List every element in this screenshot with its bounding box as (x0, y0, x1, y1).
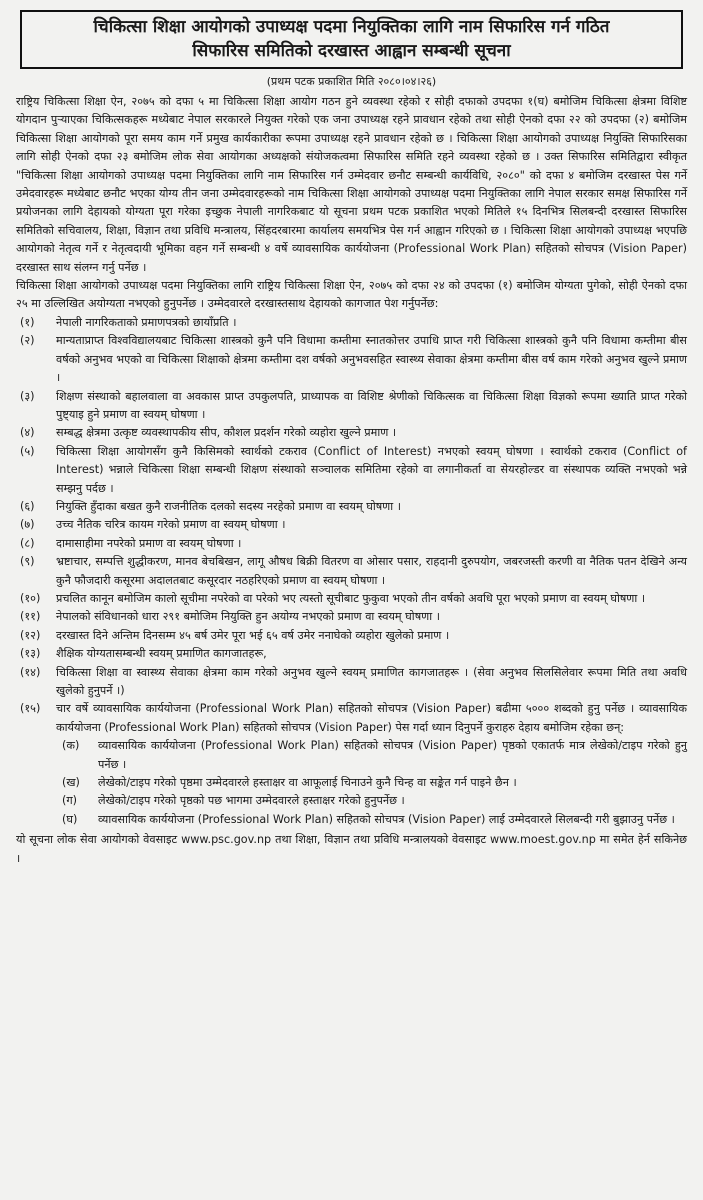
sub-list-item (56, 792, 687, 810)
sub-list-item-number: (ग) (62, 794, 78, 808)
list-item-text: चिकित्सा शिक्षा वा स्वास्थ्य सेवाका क्षेत्रमा काम गरेको अनुभव खुल्ने स्वयम् प्रमाणित कागजातहरू । (सेवा अनुभव सिलसिलेवार रूपमा मिति तथा अवधि खुलेको हुनुपर्ने ।) (56, 665, 687, 697)
list-item (16, 608, 687, 626)
list-item (16, 388, 687, 425)
list-item-number: (६) (20, 499, 35, 513)
list-item-number: (९) (20, 555, 35, 569)
list-item-text: प्रचलित कानून बमोजिम कालो सूचीमा नपरेको वा परेको भए त्यस्तो सूचीबाट फुकुवा भएको तीन वर्षको अवधि पूरा भएको प्रमाण वा स्वयम् घोषणा । (56, 591, 646, 605)
sub-list-item-number: (घ) (62, 812, 78, 826)
list-item-text: मान्यताप्राप्त विश्वविद्यालयबाट चिकित्सा शास्त्रको कुनै पनि विधामा कम्तीमा स्नातकोत्तर उपाधि प्राप्त गरी चिकित्सा शास्त्रको कुनै पनि विधामा कम्तीमा बीस वर्षको अनुभव भएको वा चिकित्सा शिक्षाको क्षेत्रमा कम्तीमा दश वर्षको अनुभवसहित स्वास्थ्य सेवाका क्षेत्रमा कम्तीमा बीस वर्ष काम गरेको अनुभव खुल्ने प्रमाण । (56, 334, 687, 385)
list-item-number: (८) (20, 536, 35, 550)
list-item (16, 424, 687, 442)
list-item-number: (१२) (20, 628, 41, 642)
list-item-number: (३) (20, 389, 35, 403)
list-item (16, 700, 687, 829)
list-item-number: (७) (20, 518, 35, 532)
sub-list-item-text: व्यावसायिक कार्ययोजना (Professional Work Plan) सहितको सोचपत्र (Vision Paper) पृष्ठको एकातर्फ मात्र लेखेको/टाइप गरेको हुनु पर्नेछ । (98, 739, 687, 771)
list-item (16, 553, 687, 590)
list-item-text: नियुक्ति हुँदाका बखत कुनै राजनीतिक दलको सदस्य नरहेको प्रमाण वा स्वयम् घोषणा । (56, 499, 401, 513)
list-item (16, 627, 687, 645)
list-item-text: दामासाहीमा नपरेको प्रमाण वा स्वयम् घोषणा । (56, 536, 242, 550)
sub-list-item (56, 737, 687, 774)
list-item (16, 498, 687, 516)
list-item (16, 535, 687, 553)
list-item-text: शिक्षण संस्थाको बहालवाला वा अवकास प्राप्त उपकुलपति, प्राध्यापक वा विशिष्ट श्रेणीको चिकित्सक वा चिकित्सा शिक्षा विज्ञको रूपमा ख्याति प्राप्त गरेको पुष्ट्याइ हुने प्रमाण वा स्वयम् घोषणा । (56, 389, 687, 421)
list-item-number: (१५) (20, 702, 41, 716)
list-item-number: (१४) (20, 665, 41, 679)
sub-list-item (56, 811, 687, 829)
list-item-text: उच्च नैतिक चरित्र कायम गरेको प्रमाण वा स्वयम् घोषणा । (56, 518, 286, 532)
list-item-text: भ्रष्टाचार, सम्पत्ति शुद्धीकरण, मानव बेचबिखन, लागू औषध बिक्री वितरण वा ओसार पसार, राहदानी दुरुपयोग, जबरजस्ती करणी वा नैतिक पतन देखिने अन्य कुनै फौजदारी कसूरमा अदालतबाट कसूरदार नठहरिएको प्रमाण वा स्वयम् घोषणा । (56, 555, 687, 587)
list-item-text: दरखास्त दिने अन्तिम दिनसम्म ४५ बर्ष उमेर पूरा भई ६५ वर्ष उमेर ननाघेको व्यहोरा खुलेको प्रमाण । (56, 628, 450, 642)
footer-note: यो सूचना लोक सेवा आयोगको वेवसाइट www.psc.gov.np तथा शिक्षा, विज्ञान तथा प्रविधि मन्त्रालयको वेवसाइट www.moest.gov.np मा समेत हेर्न सकिनेछ । (16, 833, 687, 865)
published-date: (प्रथम पटक प्रकाशित मिति २०८०।०४।२६) (266, 75, 437, 88)
list-item (16, 314, 687, 332)
list-item (16, 664, 687, 701)
list-item (16, 332, 687, 387)
list-item-number: (१) (20, 315, 35, 329)
list-item (16, 645, 687, 663)
list-item-text: सम्बद्ध क्षेत्रमा उत्कृष्ट व्यवस्थापकीय सीप, कौशल प्रदर्शन गरेको व्यहोरा खुल्ने प्रमाण । (56, 426, 397, 440)
list-item-body (56, 700, 687, 829)
list-item (16, 516, 687, 534)
document-requirements-list (16, 314, 687, 829)
sub-list-item (56, 774, 687, 792)
eligibility-paragraph: चिकित्सा शिक्षा आयोगको उपाध्यक्ष पदमा नियुक्तिका लागि राष्ट्रिय चिकित्सा शिक्षा ऐन, २०७५ को दफा २४ को उपदफा (१) बमोजिम योग्यता पुगेको, सोही ऐनको दफा २५ मा उल्लिखित अयोग्यता नभएको हुनुपर्नेछ । उम्मेदवारले दरखास्तसाथ देहायको कागजात पेश गर्नुपर्नेछ: (16, 279, 687, 311)
list-item-number: (५) (20, 444, 35, 458)
list-item (16, 590, 687, 608)
sub-list-item-number: (क) (62, 739, 80, 753)
list-item-text: चिकित्सा शिक्षा आयोगसँग कुनै किसिमको स्वार्थको टकराव (Conflict of Interest) नभएको स्वयम् घोषणा । स्वार्थको टकराव (Conflict of Interest) भन्नाले चिकित्सा शिक्षा सम्बन्धी शिक्षण संस्थाको सञ्चालक समितिमा रहेको वा लगानीकर्ता वा सेयरहोल्डर वा संस्थापक व्यक्ति नभएको भन्ने सम्झनु पर्दछ । (56, 444, 687, 495)
list-item-text: शैक्षिक योग्यतासम्बन्धी स्वयम् प्रमाणित कागजातहरू, (56, 647, 267, 661)
notice-title-line-2: सिफारिस समितिको दरखास्त आह्वान सम्बन्धी सूचना (192, 41, 511, 61)
notice-title-line-1: चिकित्सा शिक्षा आयोगको उपाध्यक्ष पदमा नियुक्तिका लागि नाम सिफारिस गर्न गठित (93, 17, 610, 37)
sub-list-item-text: व्यावसायिक कार्ययोजना (Professional Work Plan) सहितको सोचपत्र (Vision Paper) लाई उम्मेदवारले सिलबन्दी गरी बुझाउनु पर्नेछ । (98, 812, 675, 826)
list-item (16, 443, 687, 498)
sub-list-item-text: लेखेको/टाइप गरेको पृष्ठको पछ भागमा उम्मेदवारले हस्ताक्षर गरेको हुनुपर्नेछ । (98, 794, 405, 808)
intro-paragraph: राष्ट्रिय चिकित्सा शिक्षा ऐन, २०७५ को दफा ५ मा चिकित्सा शिक्षा आयोग गठन हुने व्यवस्था रहेको र सोही दफाको उपदफा १(घ) बमोजिम चिकित्सा क्षेत्रमा विशिष्ट योगदान पुऱ्याएका चिकित्सकहरू मध्येबाट नेपाल सरकारले नियुक्त गरेको एक जना उपाध्यक्ष रहने प्रावधान रहेको तथा सोही ऐनको दफा २२ को उपदफा (२) बमोजिम चिकित्सा शिक्षा आयोगको पूरा समय काम गर्ने प्रमुख कार्यकारीका रूपमा उपाध्यक्ष रहने प्रावधान रहेको छ । चिकित्सा शिक्षा आयोगको उपाध्यक्ष नियुक्ति सिफारिसका लागि सोही ऐनको दफा २३ बमोजिम लोक सेवा आयोगका अध्यक्षको संयोजकत्वमा सिफारिस समिति रहने व्यवस्था रहेको छ । उक्त सिफारिस समितिद्वारा स्वीकृत "चिकित्सा शिक्षा आयोगको उपाध्यक्ष पदमा नियुक्तिका लागि नाम सिफारिस गर्न उम्मेदवार छनौट सम्बन्धी कार्यविधि, २०८०" को दफा ४ बमोजिम दरखास्त पेस गर्ने उमेदवारहरू मध्येबाट छनौट भएका योग्य तीन जना उम्मेदवारहरूको नाम चिकित्सा शिक्षा आयोगको उपाध्यक्ष पदमा नियुक्तिका लागि नेपाल सरकार समक्ष सिफारिस गर्ने प्रयोजनका लागि देहायको योग्यता पूरा गरेका इच्छुक नेपाली नागरिकबाट यो सूचना प्रथम पटक प्रकाशित भएको मितिले १५ दिनभित्र सिलबन्दी दरखास्त सिफारिस समितिको सचिवालय, शिक्षा, विज्ञान तथा प्रविधि मन्त्रालय, सिंहदरबारमा कार्यालय समयभित्र पेस गर्न आह्वान गरिएको छ । चिकित्सा शिक्षा आयोगको उपाध्यक्ष भएपछि आयोगको नेतृत्व गर्ने र नेतृत्वदायी भूमिका वहन गर्ने सम्बन्धी ४ वर्षे व्यावसायिक कार्ययोजना (Professional Work Plan) सहितको सोचपत्र (Vision Paper) दरखास्त साथ संलग्न गर्नु पर्नेछ । (16, 95, 687, 274)
list-item-text: चार वर्षे व्यावसायिक कार्ययोजना (Professional Work Plan) सहितको सोचपत्र (Vision Paper) बढीमा ५००० शब्दको हुनु पर्नेछ । व्यावसायिक कार्ययोजना (Professional Work Plan) सहितको सोचपत्र (Vision Paper) पेस गर्दा ध्यान दिनुपर्ने कुराहरु देहाय बमोजिम रहेका छन्: (56, 702, 687, 734)
notice-title-box (20, 10, 683, 69)
list-item-number: (११) (20, 610, 41, 624)
list-item-number: (१०) (20, 591, 41, 605)
list-item-number: (२) (20, 334, 35, 348)
sub-list-item-number: (ख) (62, 776, 80, 790)
sub-list-item-text: लेखेको/टाइप गरेको पृष्ठमा उम्मेदवारले हस्ताक्षर वा आफूलाई चिनाउने कुनै चिन्ह वा सङ्केत गर्न पाइने छैन । (98, 776, 517, 790)
list-item-text: नेपालको संविधानको धारा २९१ बमोजिम नियुक्ति हुन अयोग्य नभएको प्रमाण वा स्वयम् घोषणा । (56, 610, 440, 624)
list-item-text: नेपाली नागरिकताको प्रमाणपत्रको छायाँप्रति । (56, 315, 237, 329)
list-item-number: (४) (20, 426, 35, 440)
list-item-number: (१३) (20, 647, 41, 661)
